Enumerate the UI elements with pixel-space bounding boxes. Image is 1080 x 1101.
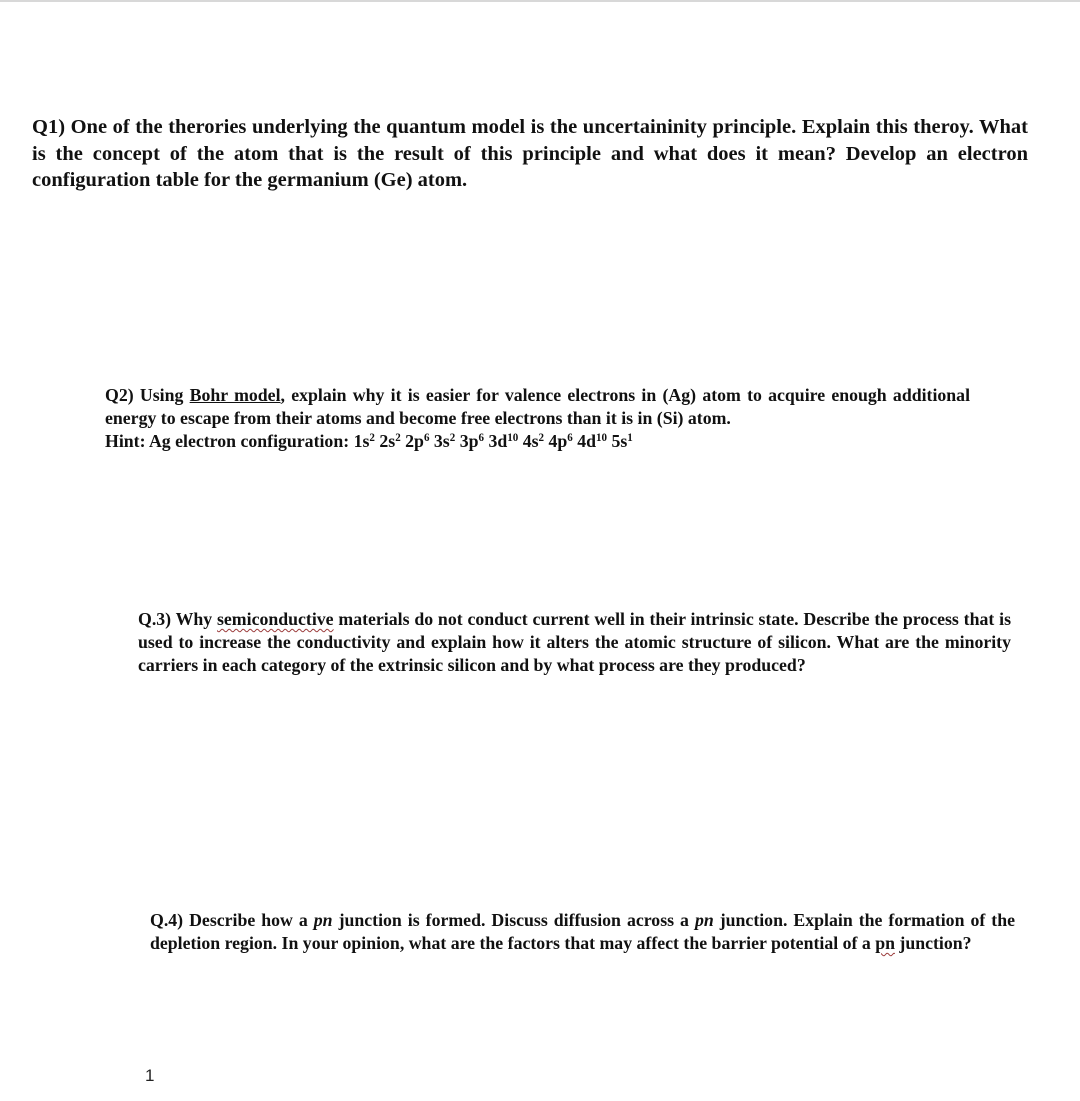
config-term-orbital: 2s — [379, 430, 396, 451]
question-4-part-2: junction is formed. Discuss diffusion across a — [332, 910, 695, 930]
config-term — [434, 431, 455, 451]
config-term — [548, 431, 572, 451]
question-3-body: materials do not conduct current well in their intrinsic state. Describe the process that is used to increase the conductivity and explain how it alters the atomic structure of silicon. What are the minority carriers in each category of the extrinsic silicon and by what process are they produced? — [138, 609, 1011, 675]
config-term-orbital: 3s — [433, 430, 450, 451]
pn-term-1: pn — [313, 910, 333, 930]
page-top-border — [0, 0, 1080, 2]
config-term — [523, 431, 544, 451]
config-term-orbital: 4p — [548, 430, 568, 451]
config-term-electrons: 2 — [395, 431, 401, 444]
config-term — [611, 431, 632, 451]
page-number: 1 — [145, 1066, 155, 1085]
config-term — [488, 431, 518, 451]
hint-label: Hint: Ag electron configuration: — [105, 430, 354, 451]
spellcheck-flagged-word: semiconductive — [217, 609, 334, 629]
config-term-electrons: 10 — [507, 431, 519, 444]
config-term-orbital: 3d — [488, 430, 508, 451]
config-term — [460, 431, 484, 451]
question-3 — [138, 608, 1011, 677]
question-4-part-4: junction? — [894, 933, 972, 953]
config-term — [379, 431, 400, 451]
question-2-lead: Q2) Using — [105, 385, 190, 405]
config-term-electrons: 10 — [596, 431, 608, 444]
config-term — [577, 431, 607, 451]
config-term-orbital: 3p — [459, 430, 479, 451]
config-term-electrons: 2 — [449, 431, 456, 444]
question-2 — [105, 384, 970, 452]
config-term-orbital: 4s — [522, 430, 539, 451]
question-4-part-1: Q.4) Describe how a — [150, 910, 314, 930]
pn-term-3-flagged: pn — [875, 933, 895, 953]
config-term-electrons: 2 — [538, 431, 545, 444]
config-term-electrons: 2 — [369, 431, 375, 444]
question-2-body: , explain why it is easier for valence electrons in (Ag) atom to acquire enough additional energy to escape from their atoms and become free electrons than it is in (Si) atom. — [105, 385, 971, 428]
config-term-orbital: 2p — [405, 430, 424, 451]
question-1-text: Q1) One of the therories underlying the quantum model is the uncertaininity principle. Explain this theroy. What is the concept of the atom that is the result of this principle and what does it mean? Develop an electron configuration table for the germanium (Ge) atom. — [32, 116, 1028, 191]
config-term-electrons: 6 — [567, 431, 573, 444]
question-3-lead: Q.3) Why — [138, 609, 217, 629]
ag-electron-configuration — [354, 431, 633, 451]
config-term — [405, 431, 429, 451]
bohr-model-term: Bohr model — [189, 385, 281, 405]
config-term — [354, 431, 375, 451]
config-term-orbital: 4d — [577, 430, 596, 451]
config-term-orbital: 5s — [611, 430, 628, 451]
question-1 — [32, 114, 1028, 194]
config-term-electrons: 6 — [423, 431, 430, 444]
config-term-orbital: 1s — [353, 430, 370, 451]
question-4-part-3: junction. Explain the formation of the depletion region. In your opinion, what are the factors that may affect the barrier potential of a — [150, 910, 1015, 953]
config-term-electrons: 6 — [478, 431, 484, 444]
question-4 — [150, 909, 1015, 955]
pn-term-2: pn — [694, 910, 714, 930]
config-term-electrons: 1 — [627, 431, 633, 444]
